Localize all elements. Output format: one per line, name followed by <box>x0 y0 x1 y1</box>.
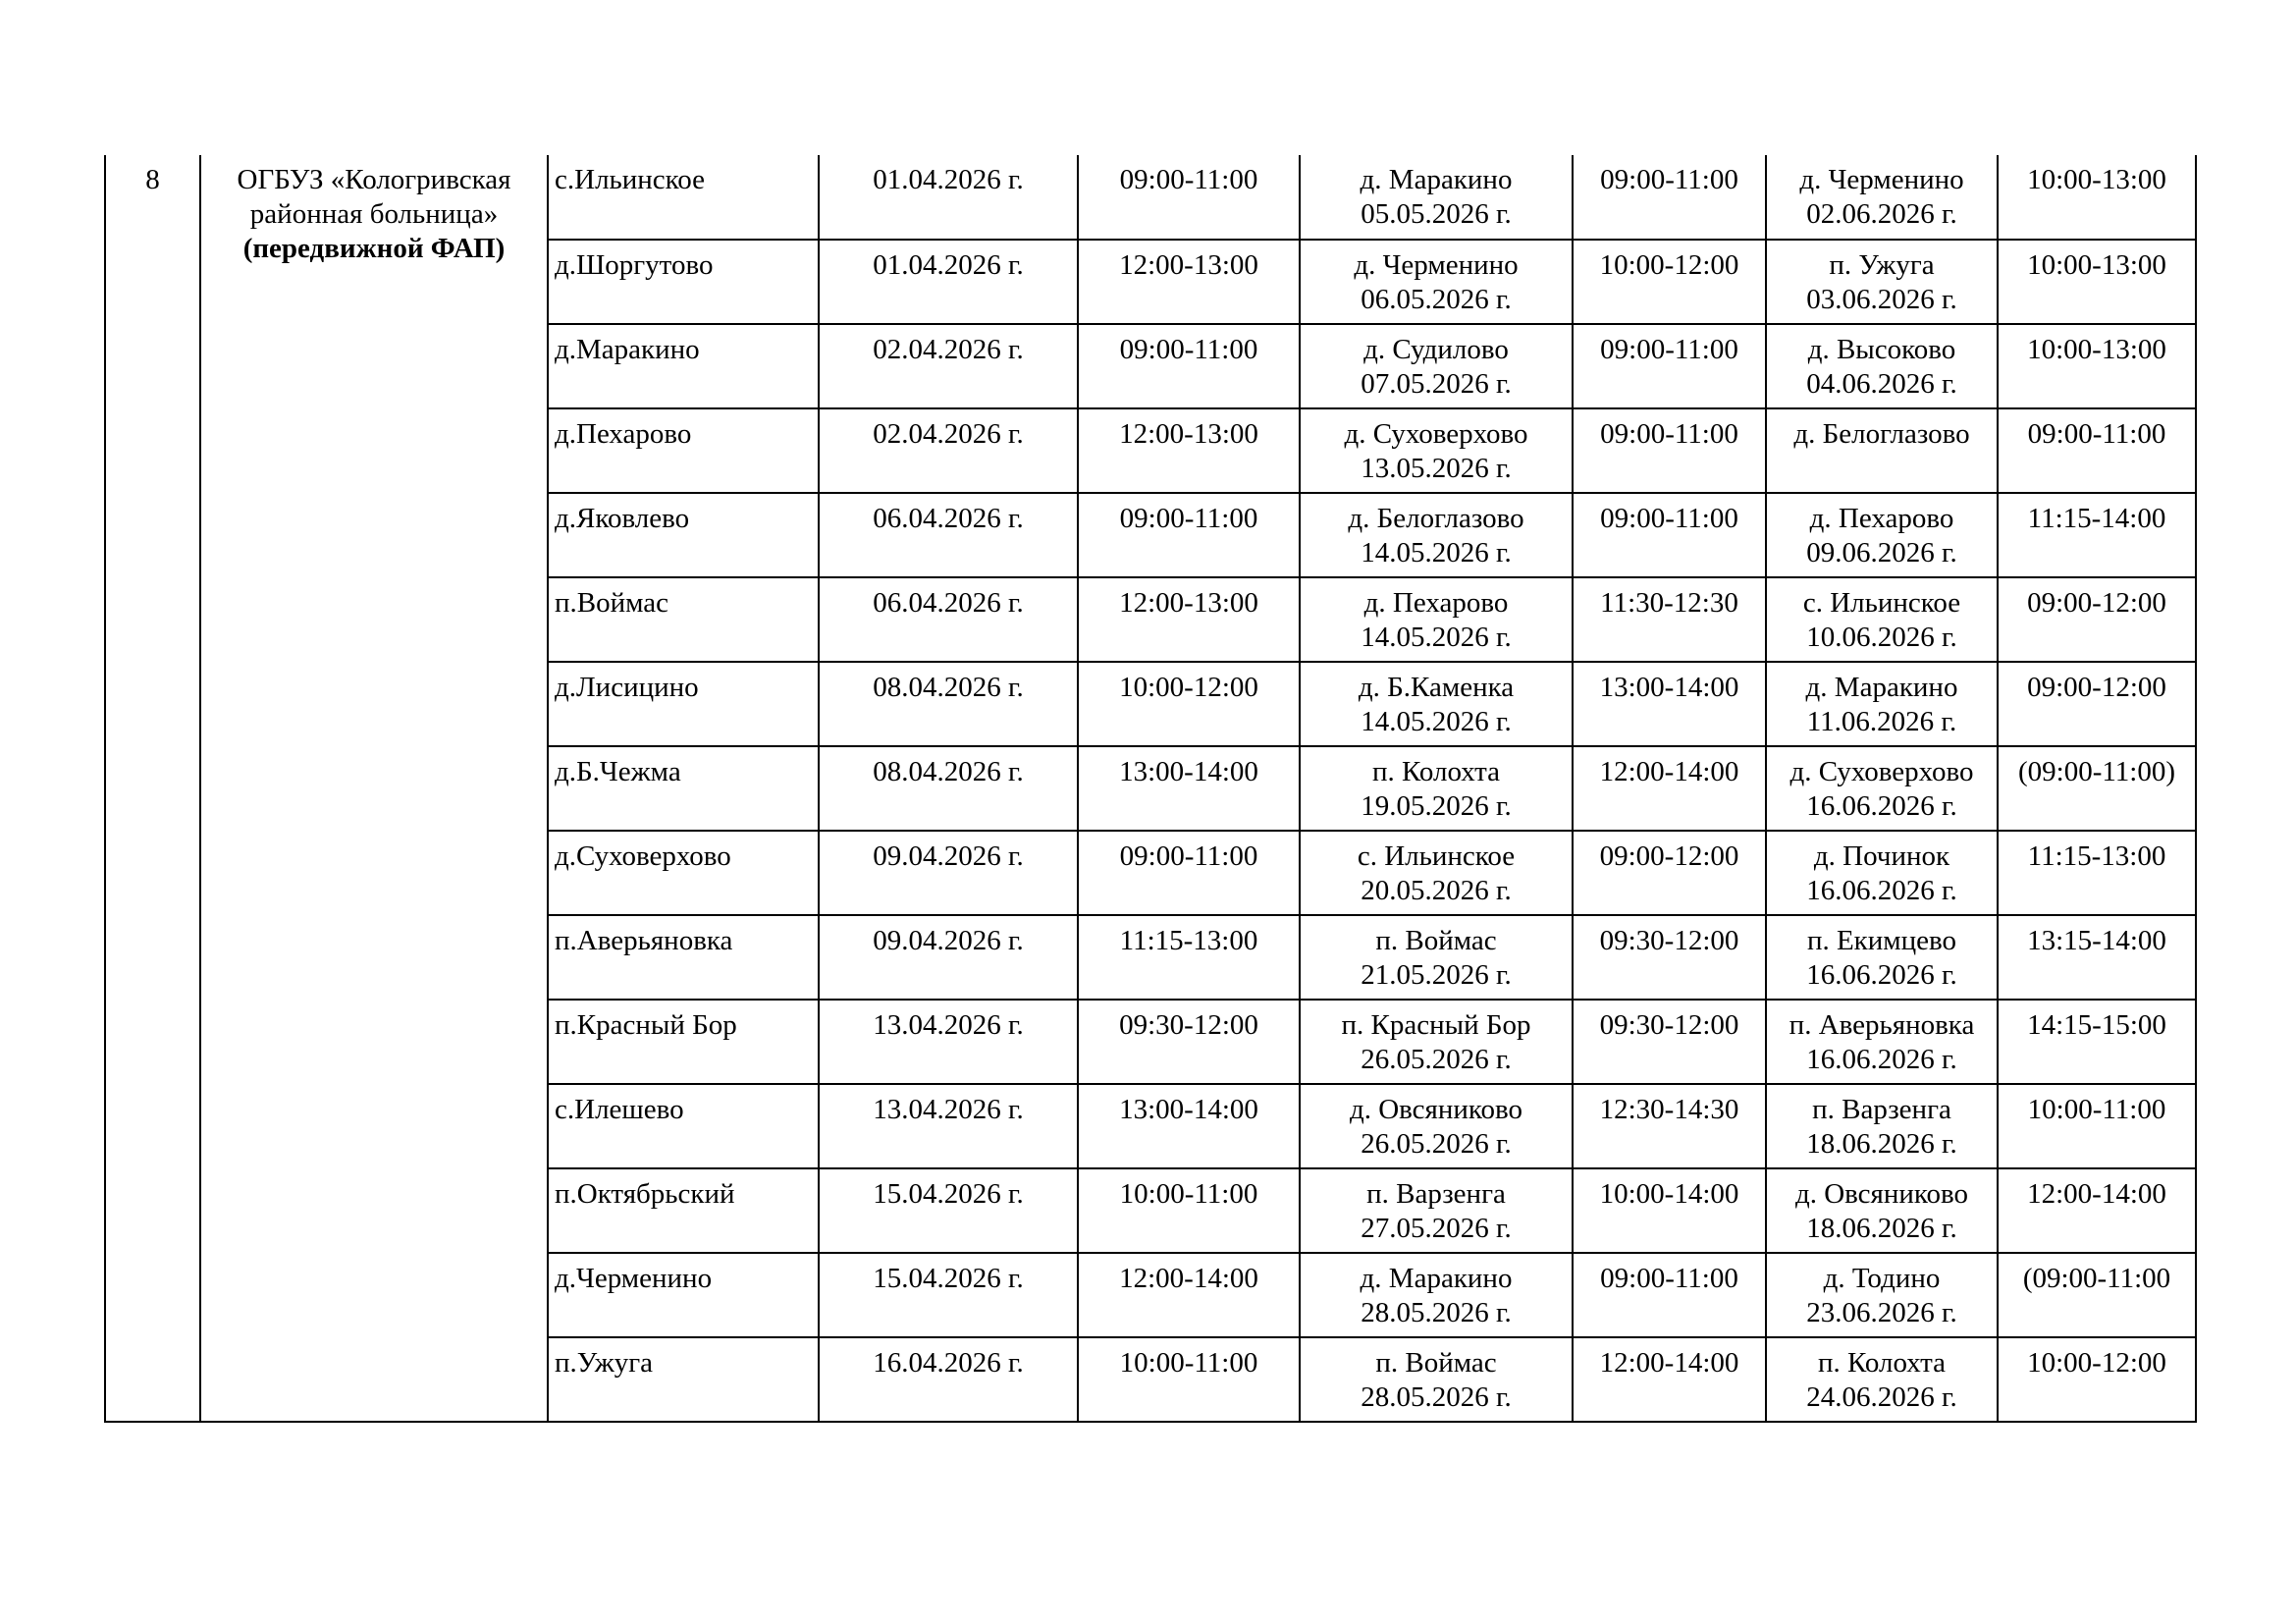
place-june: д. Черменино <box>1799 164 1964 195</box>
time-april: 13:00-14:00 <box>1078 1084 1300 1168</box>
date-june: 18.06.2026 г. <box>1806 1128 1957 1160</box>
time-april: 09:00-11:00 <box>1078 493 1300 577</box>
time-june: (09:00-11:00) <box>1998 746 2196 831</box>
time-june: 10:00-13:00 <box>1998 240 2196 324</box>
place-june: д. Овсяниково <box>1794 1178 1969 1210</box>
time-april: 12:00-14:00 <box>1078 1253 1300 1337</box>
place-may: п. Воймас <box>1375 925 1497 956</box>
place-date-may <box>1300 915 1573 1000</box>
date-april: 01.04.2026 г. <box>819 240 1078 324</box>
place-date-may <box>1300 1337 1573 1422</box>
time-april: 12:00-13:00 <box>1078 577 1300 662</box>
date-june: 24.06.2026 г. <box>1806 1381 1957 1413</box>
date-may: 21.05.2026 г. <box>1361 959 1512 991</box>
date-april: 16.04.2026 г. <box>819 1337 1078 1422</box>
place-date-may <box>1300 831 1573 915</box>
date-may: 26.05.2026 г. <box>1361 1128 1512 1160</box>
settlement-april: п.Воймас <box>548 577 819 662</box>
time-april: 10:00-11:00 <box>1078 1337 1300 1422</box>
place-date-june <box>1766 1000 1998 1084</box>
time-june: 12:00-14:00 <box>1998 1168 2196 1253</box>
place-may: д. Белоглазово <box>1348 503 1524 534</box>
time-april: 09:00-11:00 <box>1078 831 1300 915</box>
time-may: 12:30-14:30 <box>1573 1084 1766 1168</box>
time-may: 09:00-11:00 <box>1573 408 1766 493</box>
settlement-april: д.Б.Чежма <box>548 746 819 831</box>
time-may: 09:30-12:00 <box>1573 915 1766 1000</box>
row-number: 8 <box>105 155 200 1422</box>
place-date-june <box>1766 240 1998 324</box>
date-may: 05.05.2026 г. <box>1361 198 1512 230</box>
place-june: п. Екимцево <box>1806 925 1957 956</box>
time-april: 09:00-11:00 <box>1078 324 1300 408</box>
date-june: 02.06.2026 г. <box>1806 198 1957 230</box>
time-june: 09:00-12:00 <box>1998 662 2196 746</box>
time-june: 13:15-14:00 <box>1998 915 2196 1000</box>
place-june: д. Тодино <box>1823 1263 1941 1294</box>
place-june: п. Аверьяновка <box>1789 1009 1975 1041</box>
place-june: с. Ильинское <box>1802 587 1961 619</box>
date-april: 13.04.2026 г. <box>819 1084 1078 1168</box>
schedule-table <box>104 155 2197 1423</box>
time-may: 09:00-11:00 <box>1573 324 1766 408</box>
place-date-june <box>1766 1253 1998 1337</box>
time-june: 09:00-12:00 <box>1998 577 2196 662</box>
date-june: 04.06.2026 г. <box>1806 368 1957 400</box>
place-date-may <box>1300 662 1573 746</box>
time-may: 09:00-11:00 <box>1573 1253 1766 1337</box>
date-may: 14.05.2026 г. <box>1361 706 1512 737</box>
time-june: 11:15-14:00 <box>1998 493 2196 577</box>
time-june: 11:15-13:00 <box>1998 831 2196 915</box>
place-date-june <box>1766 746 1998 831</box>
settlement-april: д.Черменино <box>548 1253 819 1337</box>
date-june: 16.06.2026 г. <box>1806 959 1957 991</box>
place-may: п. Колохта <box>1372 756 1500 787</box>
date-april: 01.04.2026 г. <box>819 155 1078 240</box>
settlement-april: п.Октябрьский <box>548 1168 819 1253</box>
place-june: п. Ужуга <box>1829 249 1935 281</box>
schedule-body <box>105 155 2196 1422</box>
date-may: 28.05.2026 г. <box>1361 1381 1512 1413</box>
place-june: п. Варзенга <box>1812 1094 1951 1125</box>
organization-type: (передвижной ФАП) <box>242 233 506 264</box>
time-april: 10:00-12:00 <box>1078 662 1300 746</box>
place-date-june <box>1766 155 1998 240</box>
date-april: 09.04.2026 г. <box>819 915 1078 1000</box>
date-april: 08.04.2026 г. <box>819 746 1078 831</box>
date-may: 14.05.2026 г. <box>1361 622 1512 653</box>
date-may: 06.05.2026 г. <box>1361 284 1512 315</box>
place-date-june <box>1766 493 1998 577</box>
place-may: д. Пехарово <box>1363 587 1509 619</box>
place-may: п. Красный Бор <box>1341 1009 1531 1041</box>
place-may: д. Суховерхово <box>1344 418 1528 450</box>
time-june: 14:15-15:00 <box>1998 1000 2196 1084</box>
settlement-april: д.Маракино <box>548 324 819 408</box>
date-april: 02.04.2026 г. <box>819 408 1078 493</box>
place-may: д. Судилово <box>1363 334 1509 365</box>
time-april: 12:00-13:00 <box>1078 408 1300 493</box>
date-april: 15.04.2026 г. <box>819 1253 1078 1337</box>
time-june: 10:00-13:00 <box>1998 324 2196 408</box>
place-date-june <box>1766 915 1998 1000</box>
date-june: 10.06.2026 г. <box>1806 622 1957 653</box>
time-june: 10:00-12:00 <box>1998 1337 2196 1422</box>
date-may: 13.05.2026 г. <box>1361 453 1512 484</box>
time-april: 13:00-14:00 <box>1078 746 1300 831</box>
time-may: 09:00-12:00 <box>1573 831 1766 915</box>
place-may: д. Черменино <box>1354 249 1519 281</box>
date-may: 20.05.2026 г. <box>1361 875 1512 906</box>
date-june: 16.06.2026 г. <box>1806 875 1957 906</box>
time-april: 12:00-13:00 <box>1078 240 1300 324</box>
time-june: 10:00-13:00 <box>1998 155 2196 240</box>
time-may: 09:00-11:00 <box>1573 493 1766 577</box>
place-june: д. Пехарово <box>1809 503 1954 534</box>
place-june: д. Маракино <box>1805 672 1958 703</box>
date-april: 09.04.2026 г. <box>819 831 1078 915</box>
place-date-may <box>1300 324 1573 408</box>
place-june: д. Белоглазово <box>1793 418 1970 450</box>
settlement-april: д.Лисицино <box>548 662 819 746</box>
date-june: 23.06.2026 г. <box>1806 1297 1957 1328</box>
place-date-may <box>1300 155 1573 240</box>
settlement-april: д.Шоргутово <box>548 240 819 324</box>
settlement-april: д.Яковлево <box>548 493 819 577</box>
place-june: п. Колохта <box>1818 1347 1946 1379</box>
time-may: 12:00-14:00 <box>1573 1337 1766 1422</box>
place-date-may <box>1300 1084 1573 1168</box>
time-may: 09:00-11:00 <box>1573 155 1766 240</box>
time-june: 09:00-11:00 <box>1998 408 2196 493</box>
place-june: д. Суховерхово <box>1789 756 1974 787</box>
place-date-may <box>1300 746 1573 831</box>
place-date-june <box>1766 1337 1998 1422</box>
place-date-june <box>1766 831 1998 915</box>
settlement-april: п.Аверьяновка <box>548 915 819 1000</box>
organization-name-line1: ОГБУЗ «Кологривская <box>237 164 511 195</box>
date-may: 26.05.2026 г. <box>1361 1044 1512 1075</box>
time-may: 12:00-14:00 <box>1573 746 1766 831</box>
place-may: п. Варзенга <box>1366 1178 1506 1210</box>
organization-name-line2: районная больница» <box>249 198 499 230</box>
date-april: 02.04.2026 г. <box>819 324 1078 408</box>
place-june: д. Высоково <box>1807 334 1956 365</box>
date-april: 06.04.2026 г. <box>819 493 1078 577</box>
place-may: д. Маракино <box>1360 164 1513 195</box>
date-may: 28.05.2026 г. <box>1361 1297 1512 1328</box>
date-april: 08.04.2026 г. <box>819 662 1078 746</box>
place-date-may <box>1300 408 1573 493</box>
settlement-april: д.Суховерхово <box>548 831 819 915</box>
place-date-june <box>1766 408 1998 493</box>
time-may: 10:00-14:00 <box>1573 1168 1766 1253</box>
place-may: д. Б.Каменка <box>1358 672 1515 703</box>
time-june: (09:00-11:00 <box>1998 1253 2196 1337</box>
time-april: 09:00-11:00 <box>1078 155 1300 240</box>
date-may: 19.05.2026 г. <box>1361 790 1512 822</box>
place-date-may <box>1300 493 1573 577</box>
time-april: 09:30-12:00 <box>1078 1000 1300 1084</box>
time-june: 10:00-11:00 <box>1998 1084 2196 1168</box>
settlement-april: с.Илешево <box>548 1084 819 1168</box>
time-may: 11:30-12:30 <box>1573 577 1766 662</box>
place-date-may <box>1300 577 1573 662</box>
place-may: п. Воймас <box>1375 1347 1497 1379</box>
settlement-april: п.Красный Бор <box>548 1000 819 1084</box>
place-date-june <box>1766 324 1998 408</box>
date-june: 16.06.2026 г. <box>1806 1044 1957 1075</box>
settlement-april: п.Ужуга <box>548 1337 819 1422</box>
place-date-june <box>1766 1168 1998 1253</box>
place-may: с. Ильинское <box>1357 840 1516 872</box>
place-date-may <box>1300 1168 1573 1253</box>
place-may: д. Овсяниково <box>1349 1094 1523 1125</box>
place-date-may <box>1300 1000 1573 1084</box>
place-date-june <box>1766 577 1998 662</box>
date-june: 18.06.2026 г. <box>1806 1213 1957 1244</box>
date-april: 06.04.2026 г. <box>819 577 1078 662</box>
place-date-june <box>1766 662 1998 746</box>
organization-cell <box>200 155 548 1422</box>
place-date-june <box>1766 1084 1998 1168</box>
settlement-april: с.Ильинское <box>548 155 819 240</box>
place-june: д. Починок <box>1813 840 1950 872</box>
time-may: 10:00-12:00 <box>1573 240 1766 324</box>
time-april: 11:15-13:00 <box>1078 915 1300 1000</box>
date-april: 13.04.2026 г. <box>819 1000 1078 1084</box>
date-june: 16.06.2026 г. <box>1806 790 1957 822</box>
place-may: д. Маракино <box>1360 1263 1513 1294</box>
date-may: 14.05.2026 г. <box>1361 537 1512 568</box>
date-april: 15.04.2026 г. <box>819 1168 1078 1253</box>
date-june: 11.06.2026 г. <box>1806 706 1957 737</box>
time-may: 13:00-14:00 <box>1573 662 1766 746</box>
date-june: 03.06.2026 г. <box>1806 284 1957 315</box>
time-april: 10:00-11:00 <box>1078 1168 1300 1253</box>
place-date-may <box>1300 1253 1573 1337</box>
date-june: 09.06.2026 г. <box>1806 537 1957 568</box>
time-may: 09:30-12:00 <box>1573 1000 1766 1084</box>
date-may: 07.05.2026 г. <box>1361 368 1512 400</box>
place-date-may <box>1300 240 1573 324</box>
table-row <box>105 155 2196 240</box>
date-may: 27.05.2026 г. <box>1361 1213 1512 1244</box>
settlement-april: д.Пехарово <box>548 408 819 493</box>
